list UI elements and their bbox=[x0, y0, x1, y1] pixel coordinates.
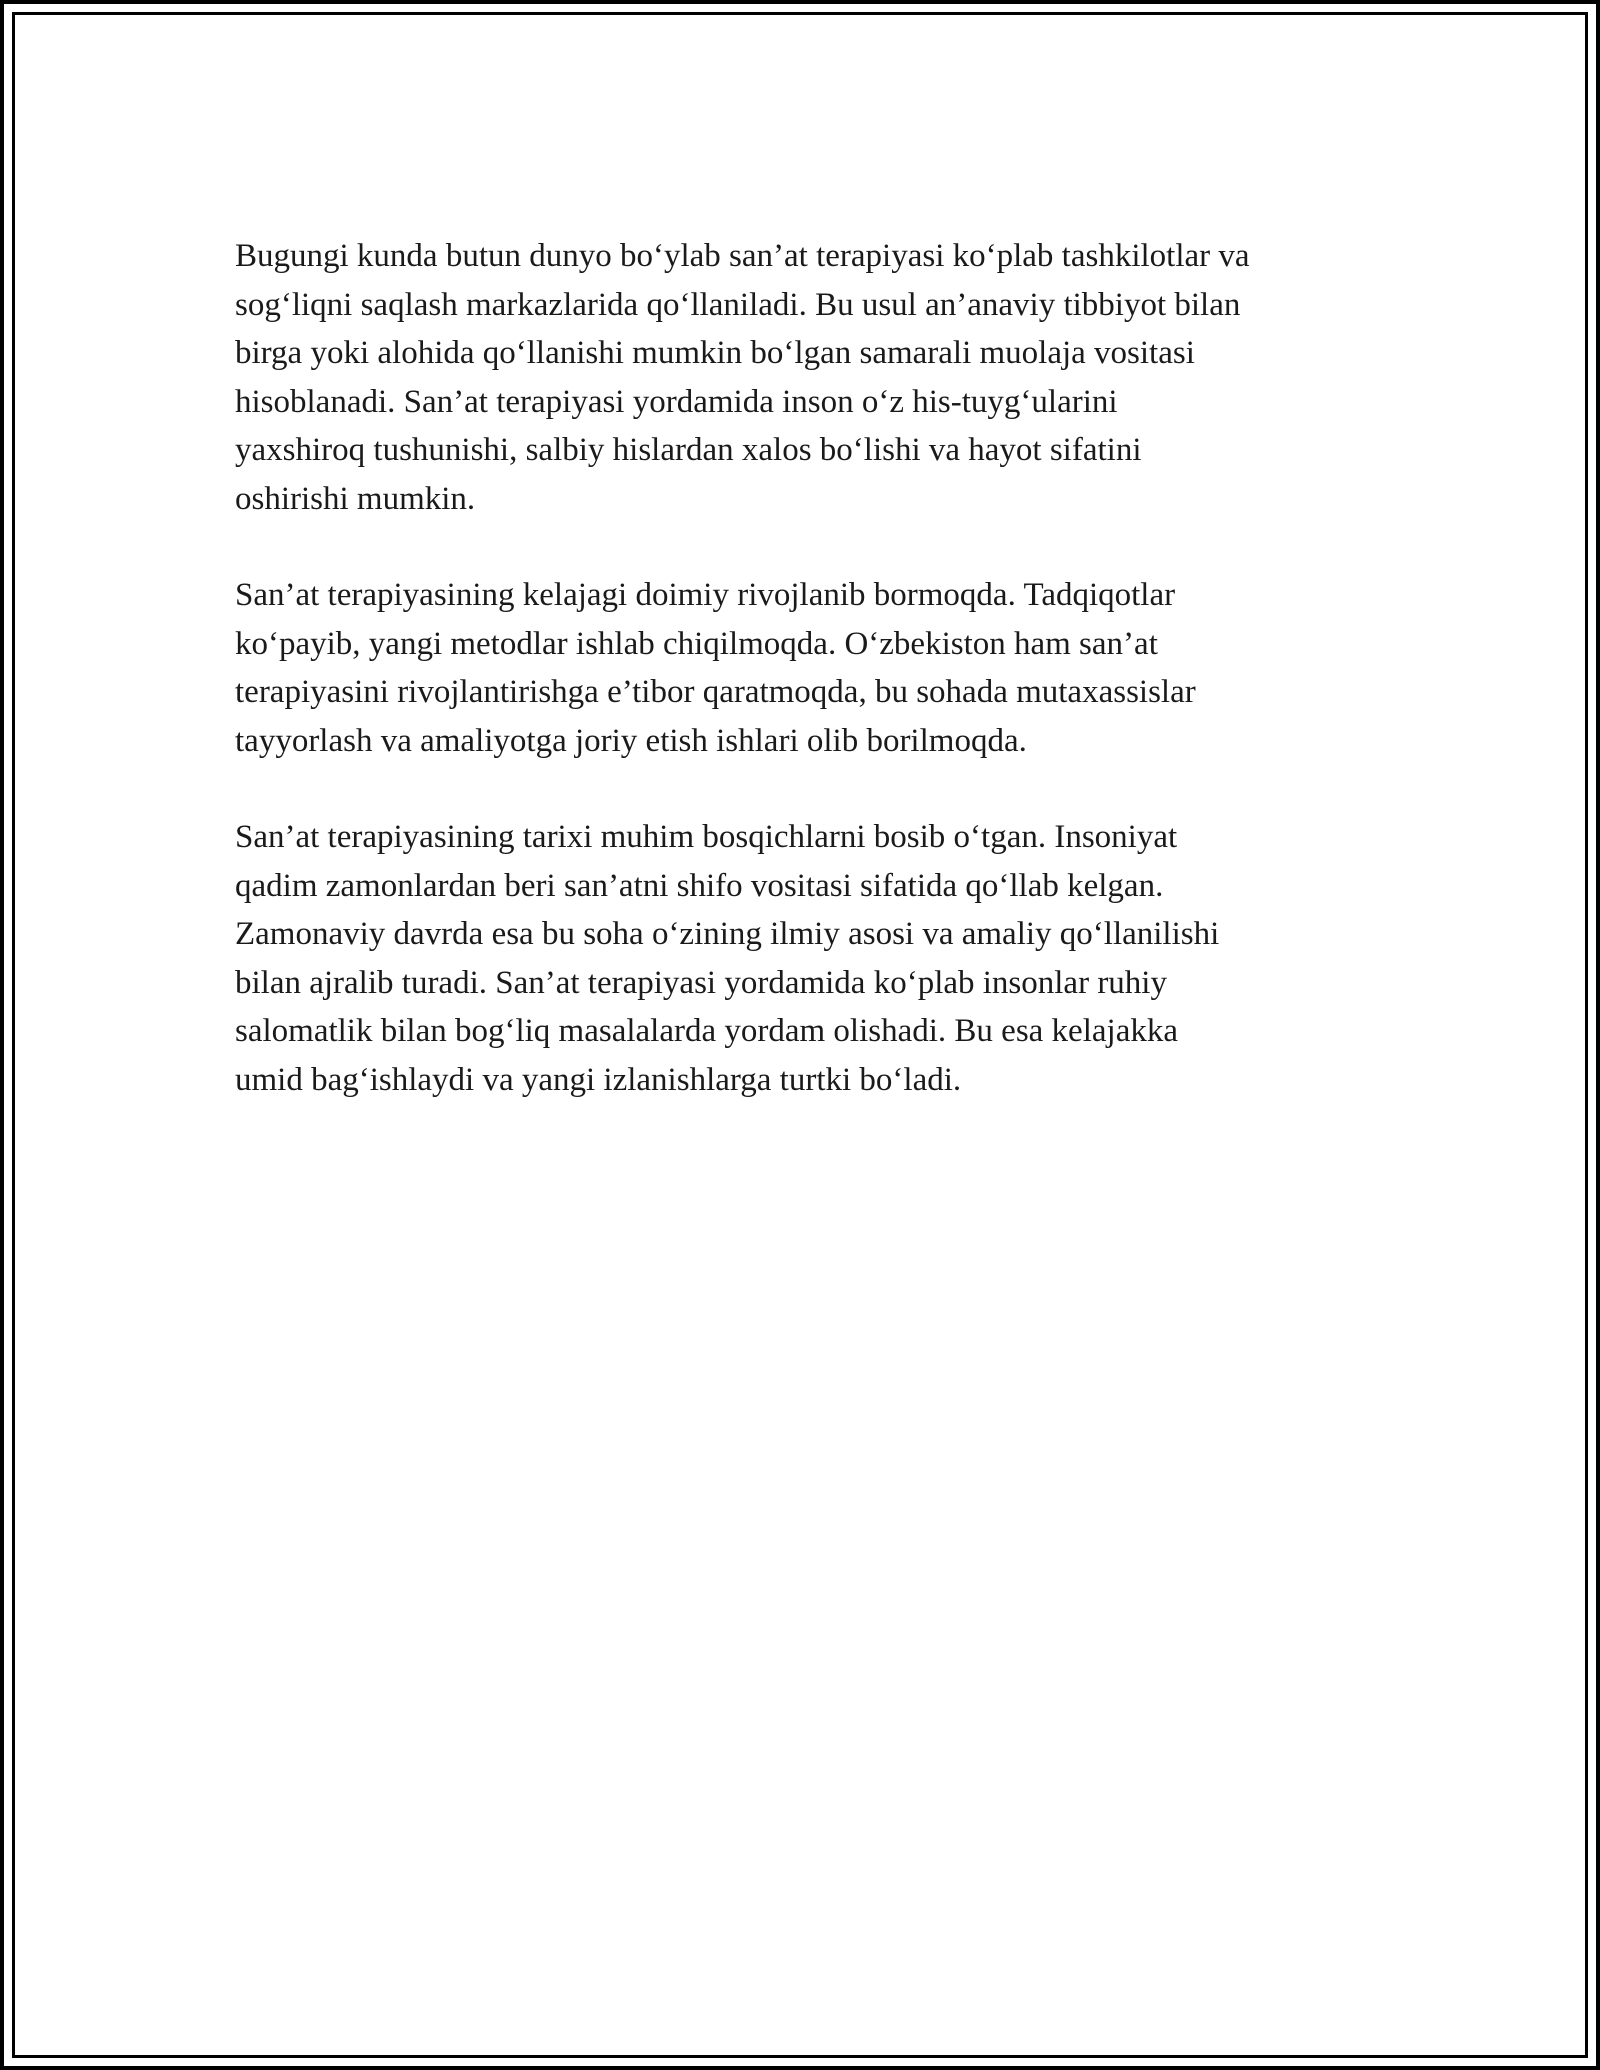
paragraph-2: San’at terapiyasining kelajagi doimiy rivojlanib bormoqda. Tadqiqotlar ko‘payib, yangi metodlar ishlab chiqilmoqda. O‘zbekiston ham san’at terapiyasini rivojlantirishga e’tibor qaratmoqda, bu sohada mutaxassislar tayyorlash va amaliyotga joriy etish ishlari olib borilmoqda. bbox=[235, 577, 1196, 759]
paragraph-3: San’at terapiyasining tarixi muhim bosqichlarni bosib o‘tgan. Insoniyat qadim zamonlardan beri san’atni shifo vositasi sifatida qo‘llab kelgan. Zamonaviy davrda esa bu soha o‘zining ilmiy asosi va amaliy qo‘llanilishi bilan ajralib turadi. San’at terapiyasi yordamida ko‘plab insonlar ruhiy salomatlik bilan bog‘liq masalalarda yordam olishadi. Bu esa kelajakka umid bag‘ishlaydi va yangi izlanishlarga turtki bo‘ladi. bbox=[235, 819, 1220, 1098]
document-body bbox=[235, 232, 1365, 1152]
paragraph-1: Bugungi kunda butun dunyo bo‘ylab san’at terapiyasi ko‘plab tashkilotlar va sog‘liqni saqlash markazlarida qo‘llaniladi. Bu usul an’anaviy tibbiyot bilan birga yoki alohida qo‘llanishi mumkin bo‘lgan samarali muolaja vositasi hisoblanadi. San’at terapiyasi yordamida inson o‘z his-tuyg‘ularini yaxshiroq tushunishi, salbiy hislardan xalos bo‘lishi va hayot sifatini oshirishi mumkin. bbox=[235, 238, 1250, 517]
